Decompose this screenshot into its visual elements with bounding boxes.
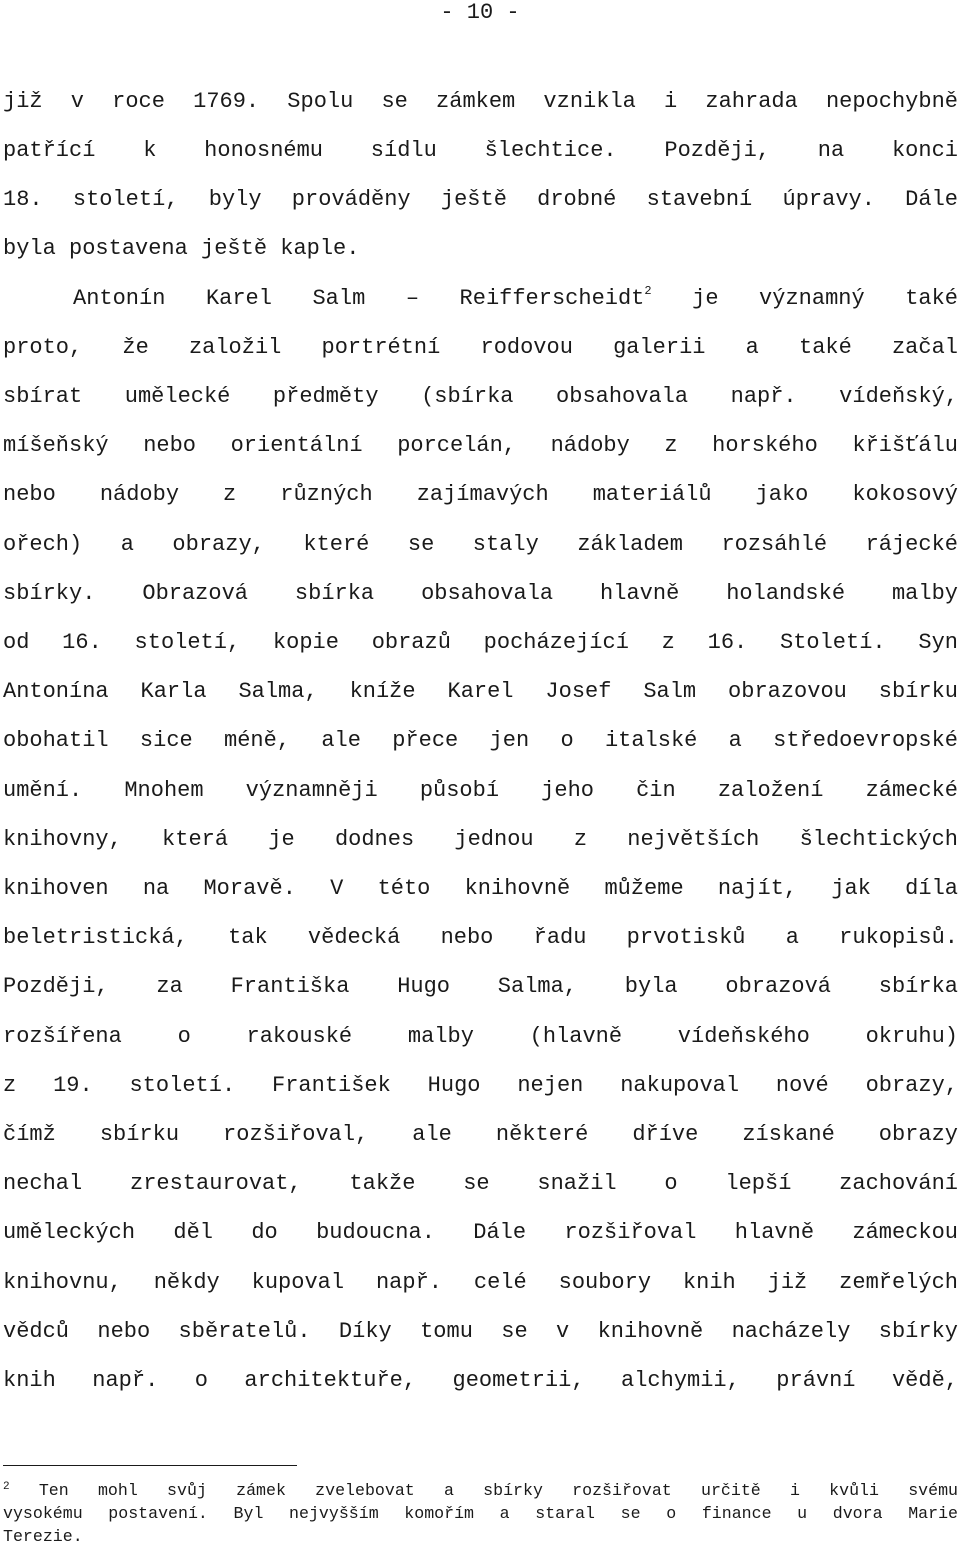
text-line: knihoven na Moravě. V této knihovně můžeme najít, jak díla — [3, 876, 958, 901]
text-line: nebo nádoby z různých zajímavých materiálů jako kokosový — [3, 482, 958, 507]
text-line: míšeňský nebo orientální porcelán, nádoby z horského křišťálu — [3, 433, 958, 458]
text-span: je významný také — [651, 286, 959, 311]
text-line: umění. Mnohem významněji působí jeho čin založení zámecké — [3, 778, 958, 803]
text-line-paragraph-start — [73, 284, 958, 314]
text-line: beletristická, tak vědecká nebo řadu prvotisků a rukopisů. — [3, 925, 958, 950]
text-line: čímž sbírku rozšiřoval, ale některé dříve získané obrazy — [3, 1122, 958, 1147]
page-number: - 10 - — [440, 0, 520, 25]
text-line: knihovny, která je dodnes jednou z největších šlechtických — [3, 827, 958, 852]
text-line: proto, že založil portrétní rodovou galerii a také začal — [3, 335, 958, 360]
footnote-line: Terezie. — [3, 1527, 83, 1546]
text-line: ořech) a obrazy, které se staly základem rozsáhlé rájecké — [3, 532, 958, 557]
text-line: Později, za Františka Hugo Salma, byla obrazová sbírka — [3, 974, 958, 999]
text-line: sbírat umělecké předměty (sbírka obsahovala např. vídeňský, — [3, 384, 958, 409]
footnote-separator — [3, 1465, 297, 1466]
text-line: nechal zrestaurovat, takže se snažil o lepší zachování — [3, 1171, 958, 1196]
footnote-marker: 2 — [3, 1481, 10, 1493]
text-line: byla postavena ještě kaple. — [3, 236, 360, 261]
text-line: uměleckých děl do budoucna. Dále rozšiřoval hlavně zámeckou — [3, 1220, 958, 1245]
footnote-line — [3, 1480, 958, 1502]
text-line: knihovnu, někdy kupoval např. celé soubory knih již zemřelých — [3, 1270, 958, 1295]
text-line: sbírky. Obrazová sbírka obsahovala hlavně holandské malby — [3, 581, 958, 606]
text-span: Antonín Karel Salm – Reifferscheidt — [73, 286, 645, 311]
footnote-reference[interactable]: 2 — [644, 284, 652, 298]
text-line: rozšířena o rakouské malby (hlavně vídeňského okruhu) — [3, 1024, 958, 1049]
text-line: od 16. století, kopie obrazů pocházející z 16. Století. Syn — [3, 630, 958, 655]
text-line: vědců nebo sběratelů. Díky tomu se v knihovně nacházely sbírky — [3, 1319, 958, 1344]
text-line: již v roce 1769. Spolu se zámkem vznikla i zahrada nepochybně — [3, 89, 958, 114]
footnote-line: vysokému postavení. Byl nejvyšším komořím a staral se o finance u dvora Marie — [3, 1504, 958, 1523]
text-span: Ten mohl svůj zámek zvelebovat a sbírky rozšiřovat určitě i kvůli svému — [9, 1481, 958, 1500]
text-line: obohatil sice méně, ale přece jen o italské a středoevropské — [3, 728, 958, 753]
text-line: patřící k honosnému sídlu šlechtice. Později, na konci — [3, 138, 958, 163]
text-line: Antonína Karla Salma, kníže Karel Josef Salm obrazovou sbírku — [3, 679, 958, 704]
text-line: knih např. o architektuře, geometrii, alchymii, právní vědě, — [3, 1368, 958, 1393]
text-line: z 19. století. František Hugo nejen nakupoval nové obrazy, — [3, 1073, 958, 1098]
text-line: 18. století, byly prováděny ještě drobné stavební úpravy. Dále — [3, 187, 958, 212]
